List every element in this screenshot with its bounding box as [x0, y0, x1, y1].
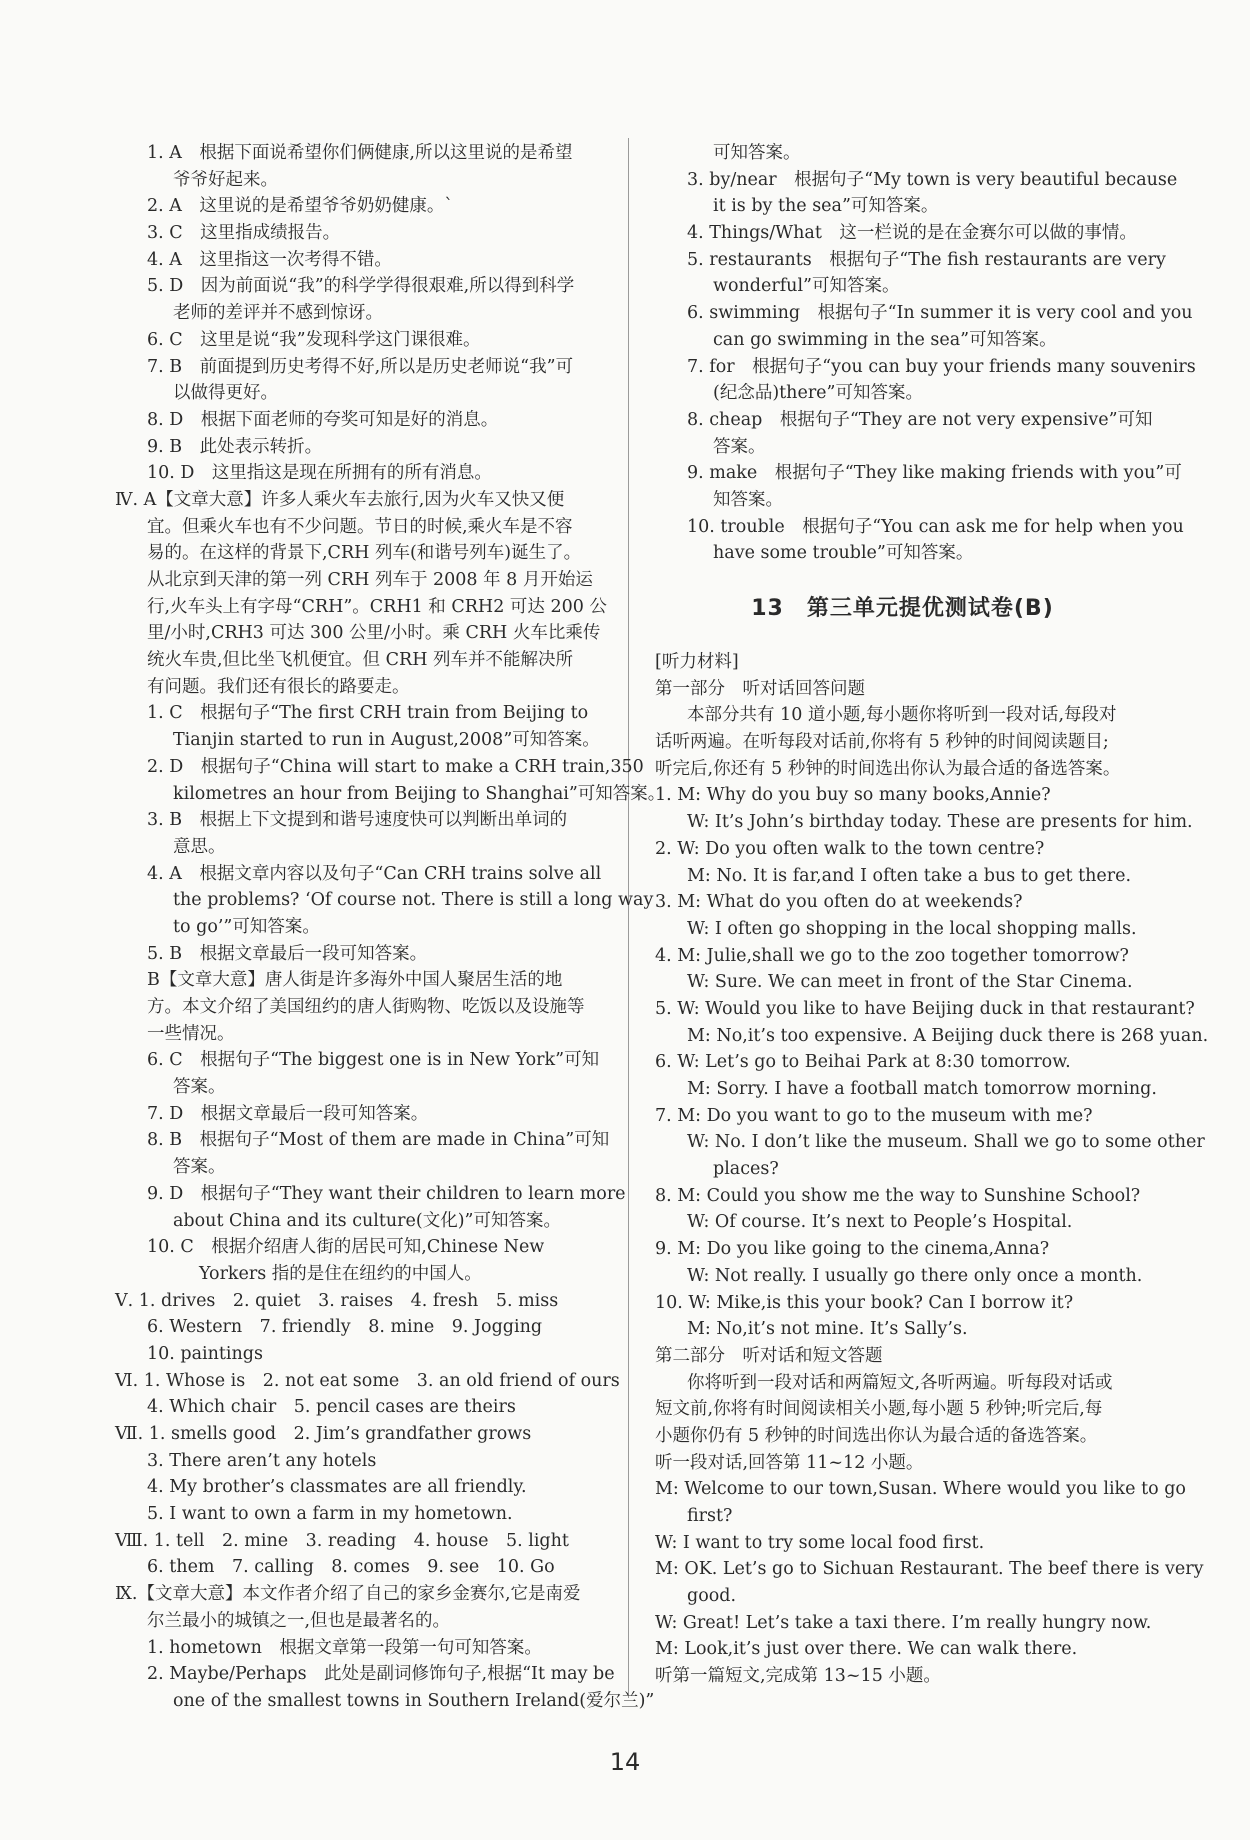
text-line: M: Sorry. I have a football match tomorrow morning.	[687, 1079, 1157, 1099]
text-line: 一些情况。	[147, 1023, 235, 1044]
text-line: Ⅳ. A【文章大意】许多人乘火车去旅行,因为火车又快又便	[115, 489, 565, 510]
text-line: W: Sure. We can meet in front of the Star Cinema.	[687, 972, 1133, 993]
text-line: wonderful”可知答案。	[713, 276, 900, 297]
text-line: 爷爷好起来。	[173, 169, 278, 190]
text-line: about China and its culture(文化)”可知答案。	[173, 1210, 561, 1231]
text-line: 从北京到天津的第一列 CRH 列车于 2008 年 8 月开始运	[147, 570, 593, 590]
text-line: 小题你仍有 5 秒钟的时间选出你认为最合适的备选答案。	[655, 1425, 1098, 1446]
text-line: M: No,it’s too expensive. A Beijing duck there is 268 yuan.	[687, 1025, 1209, 1046]
text-line: 9. M: Do you like going to the cinema,Anna?	[655, 1239, 1050, 1260]
left-column	[115, 140, 666, 1715]
text-line: 答案。	[713, 436, 766, 457]
text-line: W: It’s John’s birthday today. These are presents for him.	[687, 812, 1193, 833]
text-line: 2. W: Do you often walk to the town centre?	[655, 838, 1045, 859]
text-line: 听一段对话,回答第 11~12 小题。	[655, 1452, 924, 1473]
text-line: Ⅶ. 1. smells good 2. Jim’s grandfather grows	[115, 1424, 532, 1444]
text-line: 里/小时,CRH3 可达 300 公里/小时。乘 CRH 火车比乘传	[147, 623, 601, 644]
text-line: W: No. I don’t like the museum. Shall we go to some other	[687, 1132, 1205, 1153]
text-line: 9. make 根据句子“They like making friends with you”可	[687, 463, 1182, 484]
text-line: W: Not really. I usually go there only once a month.	[687, 1265, 1143, 1286]
text-line: 本部分共有 10 道小题,每小题你将听到一段对话,每段对	[687, 705, 1117, 726]
text-line: first?	[687, 1506, 733, 1526]
text-line: M: Look,it’s just over there. We can walk there.	[655, 1639, 1078, 1660]
text-line: 2. D 根据句子“China will start to make a CRH train,350	[147, 756, 644, 777]
text-line: 10. trouble 根据句子“You can ask me for help when you	[687, 516, 1184, 537]
text-line: can go swimming in the sea”可知答案。	[713, 329, 1057, 350]
text-line: places?	[713, 1159, 779, 1180]
text-line: 有问题。我们还有很长的路要走。	[147, 676, 410, 697]
text-line: 3. M: What do you often do at weekends?	[655, 892, 1023, 913]
text-line: 以做得更好。	[173, 383, 278, 404]
section-title: 13 第三单元提优测试卷(B)	[751, 596, 1054, 621]
text-line: 统火车贵,但比坐飞机便宜。但 CRH 列车并不能解决所	[147, 650, 574, 671]
text-line: 宜。但乘火车也有不少问题。节日的时候,乘火车是不容	[147, 516, 573, 537]
text-line: 9. B 此处表示转折。	[147, 436, 323, 457]
text-line: 易的。在这样的背景下,CRH 列车(和谐号列车)诞生了。	[147, 543, 582, 564]
text-line: Ⅵ. 1. Whose is 2. not eat some 3. an old friend of ours	[115, 1370, 620, 1391]
text-line: the problems? ‘Of course not. There is still a long way	[173, 890, 654, 911]
text-line: 答案。	[173, 1077, 226, 1098]
text-line: (纪念品)there”可知答案。	[713, 383, 923, 404]
text-line: M: Welcome to our town,Susan. Where would you like to go	[655, 1479, 1186, 1500]
text-line: 8. cheap 根据句子“They are not very expensive”可知	[687, 409, 1153, 430]
text-line: kilometres an hour from Beijing to Shanghai”可知答案。	[173, 783, 666, 804]
text-line: 3. B 根据上下文提到和谐号速度快可以判断出单词的	[147, 810, 568, 831]
text-line: M: No. It is far,and I often take a bus to get there.	[687, 865, 1132, 886]
text-line: 4. A 这里指这一次考得不错。	[147, 249, 392, 270]
text-line: W: I want to try some local food first.	[655, 1532, 985, 1553]
text-line: 3. by/near 根据句子“My town is very beautiful because	[687, 169, 1178, 190]
text-line: 2. Maybe/Perhaps 此处是副词修饰句子,根据“It may be	[147, 1664, 615, 1685]
text-line: 5. D 因为前面说“我”的科学学得很艰难,所以得到科学	[147, 276, 575, 297]
text-line: Ⅷ. 1. tell 2. mine 3. reading 4. house 5. light	[115, 1530, 569, 1551]
text-line: W: Of course. It’s next to People’s Hospital.	[687, 1212, 1073, 1233]
answer-explanations-continued	[655, 140, 1196, 567]
text-line: M: OK. Let’s go to Sichuan Restaurant. The beef there is very	[655, 1559, 1204, 1580]
text-line: 10. D 这里指这是现在所拥有的所有消息。	[147, 463, 492, 484]
text-line: 知答案。	[713, 489, 783, 510]
text-line: W: Great! Let’s take a taxi there. I’m really hungry now.	[655, 1612, 1152, 1633]
text-line: 6. swimming 根据句子“In summer it is very cool and you	[687, 303, 1193, 324]
text-line: 7. B 前面提到历史考得不好,所以是历史老师说“我”可	[147, 356, 574, 377]
text-line: 5. W: Would you like to have Beijing duck in that restaurant?	[655, 998, 1195, 1019]
text-line: 4. My brother’s classmates are all friendly.	[147, 1477, 527, 1498]
text-line: 可知答案。	[713, 143, 801, 163]
text-line: Ⅸ.【文章大意】本文作者介绍了自己的家乡金赛尔,它是南爱	[115, 1584, 581, 1605]
text-line: 7. M: Do you want to go to the museum with me?	[655, 1105, 1093, 1126]
text-line: 5. restaurants 根据句子“The fish restaurants are very	[687, 249, 1166, 270]
text-line: to go’”可知答案。	[173, 916, 320, 937]
column-divider	[628, 138, 629, 1698]
text-line: one of the smallest towns in Southern Ireland(爱尔兰)”	[173, 1690, 655, 1711]
text-line: 听第一篇短文,完成第 13~15 小题。	[655, 1666, 941, 1687]
text-line: 1. C 根据句子“The first CRH train from Beijing to	[147, 703, 589, 724]
text-line: 行,火车头上有字母“CRH”。CRH1 和 CRH2 可达 200 公	[147, 596, 607, 617]
text-line: 5. I want to own a farm in my hometown.	[147, 1504, 513, 1525]
text-line: 6. Western 7. friendly 8. mine 9. Jogging	[147, 1317, 543, 1338]
text-line: 10. paintings	[147, 1343, 263, 1364]
text-line: 7. for 根据句子“you can buy your friends many souvenirs	[687, 356, 1196, 377]
text-line: 3. There aren’t any hotels	[147, 1450, 377, 1471]
text-line: 3. C 这里指成绩报告。	[147, 223, 341, 244]
text-line: 4. M: Julie,shall we go to the zoo together tomorrow?	[655, 945, 1129, 966]
text-line: 10. C 根据介绍唐人街的居民可知,Chinese New	[147, 1237, 545, 1258]
text-line: 8. B 根据句子“Most of them are made in China”可知	[147, 1130, 610, 1151]
text-line: 6. C 这里是说“我”发现科学这门课很难。	[147, 329, 481, 350]
text-line: have some trouble”可知答案。	[713, 543, 974, 564]
text-line: it is by the sea”可知答案。	[713, 196, 939, 217]
text-line: 4. Which chair 5. pencil cases are theirs	[147, 1397, 516, 1418]
text-line: 第二部分 听对话和短文答题	[655, 1345, 883, 1366]
right-column	[655, 140, 1209, 1690]
text-line: 4. Things/What 这一栏说的是在金赛尔可以做的事情。	[687, 223, 1137, 244]
listening-script	[655, 649, 1209, 1690]
text-line: 你将听到一段对话和两篇短文,各听两遍。听每段对话或	[687, 1372, 1113, 1393]
text-line: W: I often go shopping in the local shopping malls.	[687, 918, 1137, 939]
text-line: 6. them 7. calling 8. comes 9. see 10. Go	[147, 1557, 555, 1578]
text-line: B【文章大意】唐人街是许多海外中国人聚居生活的地	[147, 970, 563, 991]
text-line: 1. M: Why do you buy so many books,Annie?	[655, 785, 1051, 806]
text-line: 8. D 根据下面老师的夸奖可知是好的消息。	[147, 409, 499, 430]
text-line: 9. D 根据句子“They want their children to learn more	[147, 1183, 626, 1204]
text-line: 4. A 根据文章内容以及句子“Can CRH trains solve all	[147, 863, 602, 884]
text-line: 方。本文介绍了美国纽约的唐人街购物、吃饭以及设施等	[147, 997, 585, 1017]
text-line: 听完后,你还有 5 秒钟的时间选出你认为最合适的备选答案。	[655, 758, 1121, 779]
text-line: 2. A 这里说的是希望爷爷奶奶健康。`	[147, 196, 454, 217]
text-line: good.	[687, 1586, 737, 1607]
text-line: 1. hometown 根据文章第一段第一句可知答案。	[147, 1637, 542, 1658]
text-line: 8. M: Could you show me the way to Sunshine School?	[655, 1185, 1141, 1206]
text-line: 尔兰最小的城镇之一,但也是最著名的。	[147, 1610, 451, 1631]
text-line: 老师的差评并不感到惊讶。	[173, 303, 383, 324]
text-line: 7. D 根据文章最后一段可知答案。	[147, 1103, 429, 1124]
text-line: [听力材料]	[655, 652, 739, 672]
text-line: 10. W: Mike,is this your book? Can I borrow it?	[655, 1292, 1074, 1313]
text-line: 话听两遍。在听每段对话前,你将有 5 秒钟的时间阅读题目;	[655, 732, 1109, 753]
text-line: 6. W: Let’s go to Beihai Park at 8:30 tomorrow.	[655, 1052, 1071, 1073]
text-line: 5. B 根据文章最后一段可知答案。	[147, 943, 428, 964]
page-number: 14	[609, 1748, 641, 1776]
text-line: 1. A 根据下面说希望你们俩健康,所以这里说的是希望	[147, 143, 573, 163]
text-line: 6. C 根据句子“The biggest one is in New York”可知	[147, 1050, 600, 1071]
text-line: 第一部分 听对话回答问题	[655, 678, 865, 699]
text-line: Ⅴ. 1. drives 2. quiet 3. raises 4. fresh 5. miss	[115, 1290, 559, 1311]
text-line: Yorkers 指的是住在纽约的中国人。	[199, 1263, 482, 1284]
text-line: 意思。	[173, 836, 226, 857]
text-line: M: No,it’s not mine. It’s Sally’s.	[687, 1319, 968, 1340]
text-line: 短文前,你将有时间阅读相关小题,每小题 5 秒钟;听完后,每	[655, 1399, 1103, 1420]
text-line: 答案。	[173, 1157, 226, 1178]
text-line: Tianjin started to run in August,2008”可知答案。	[173, 730, 600, 751]
